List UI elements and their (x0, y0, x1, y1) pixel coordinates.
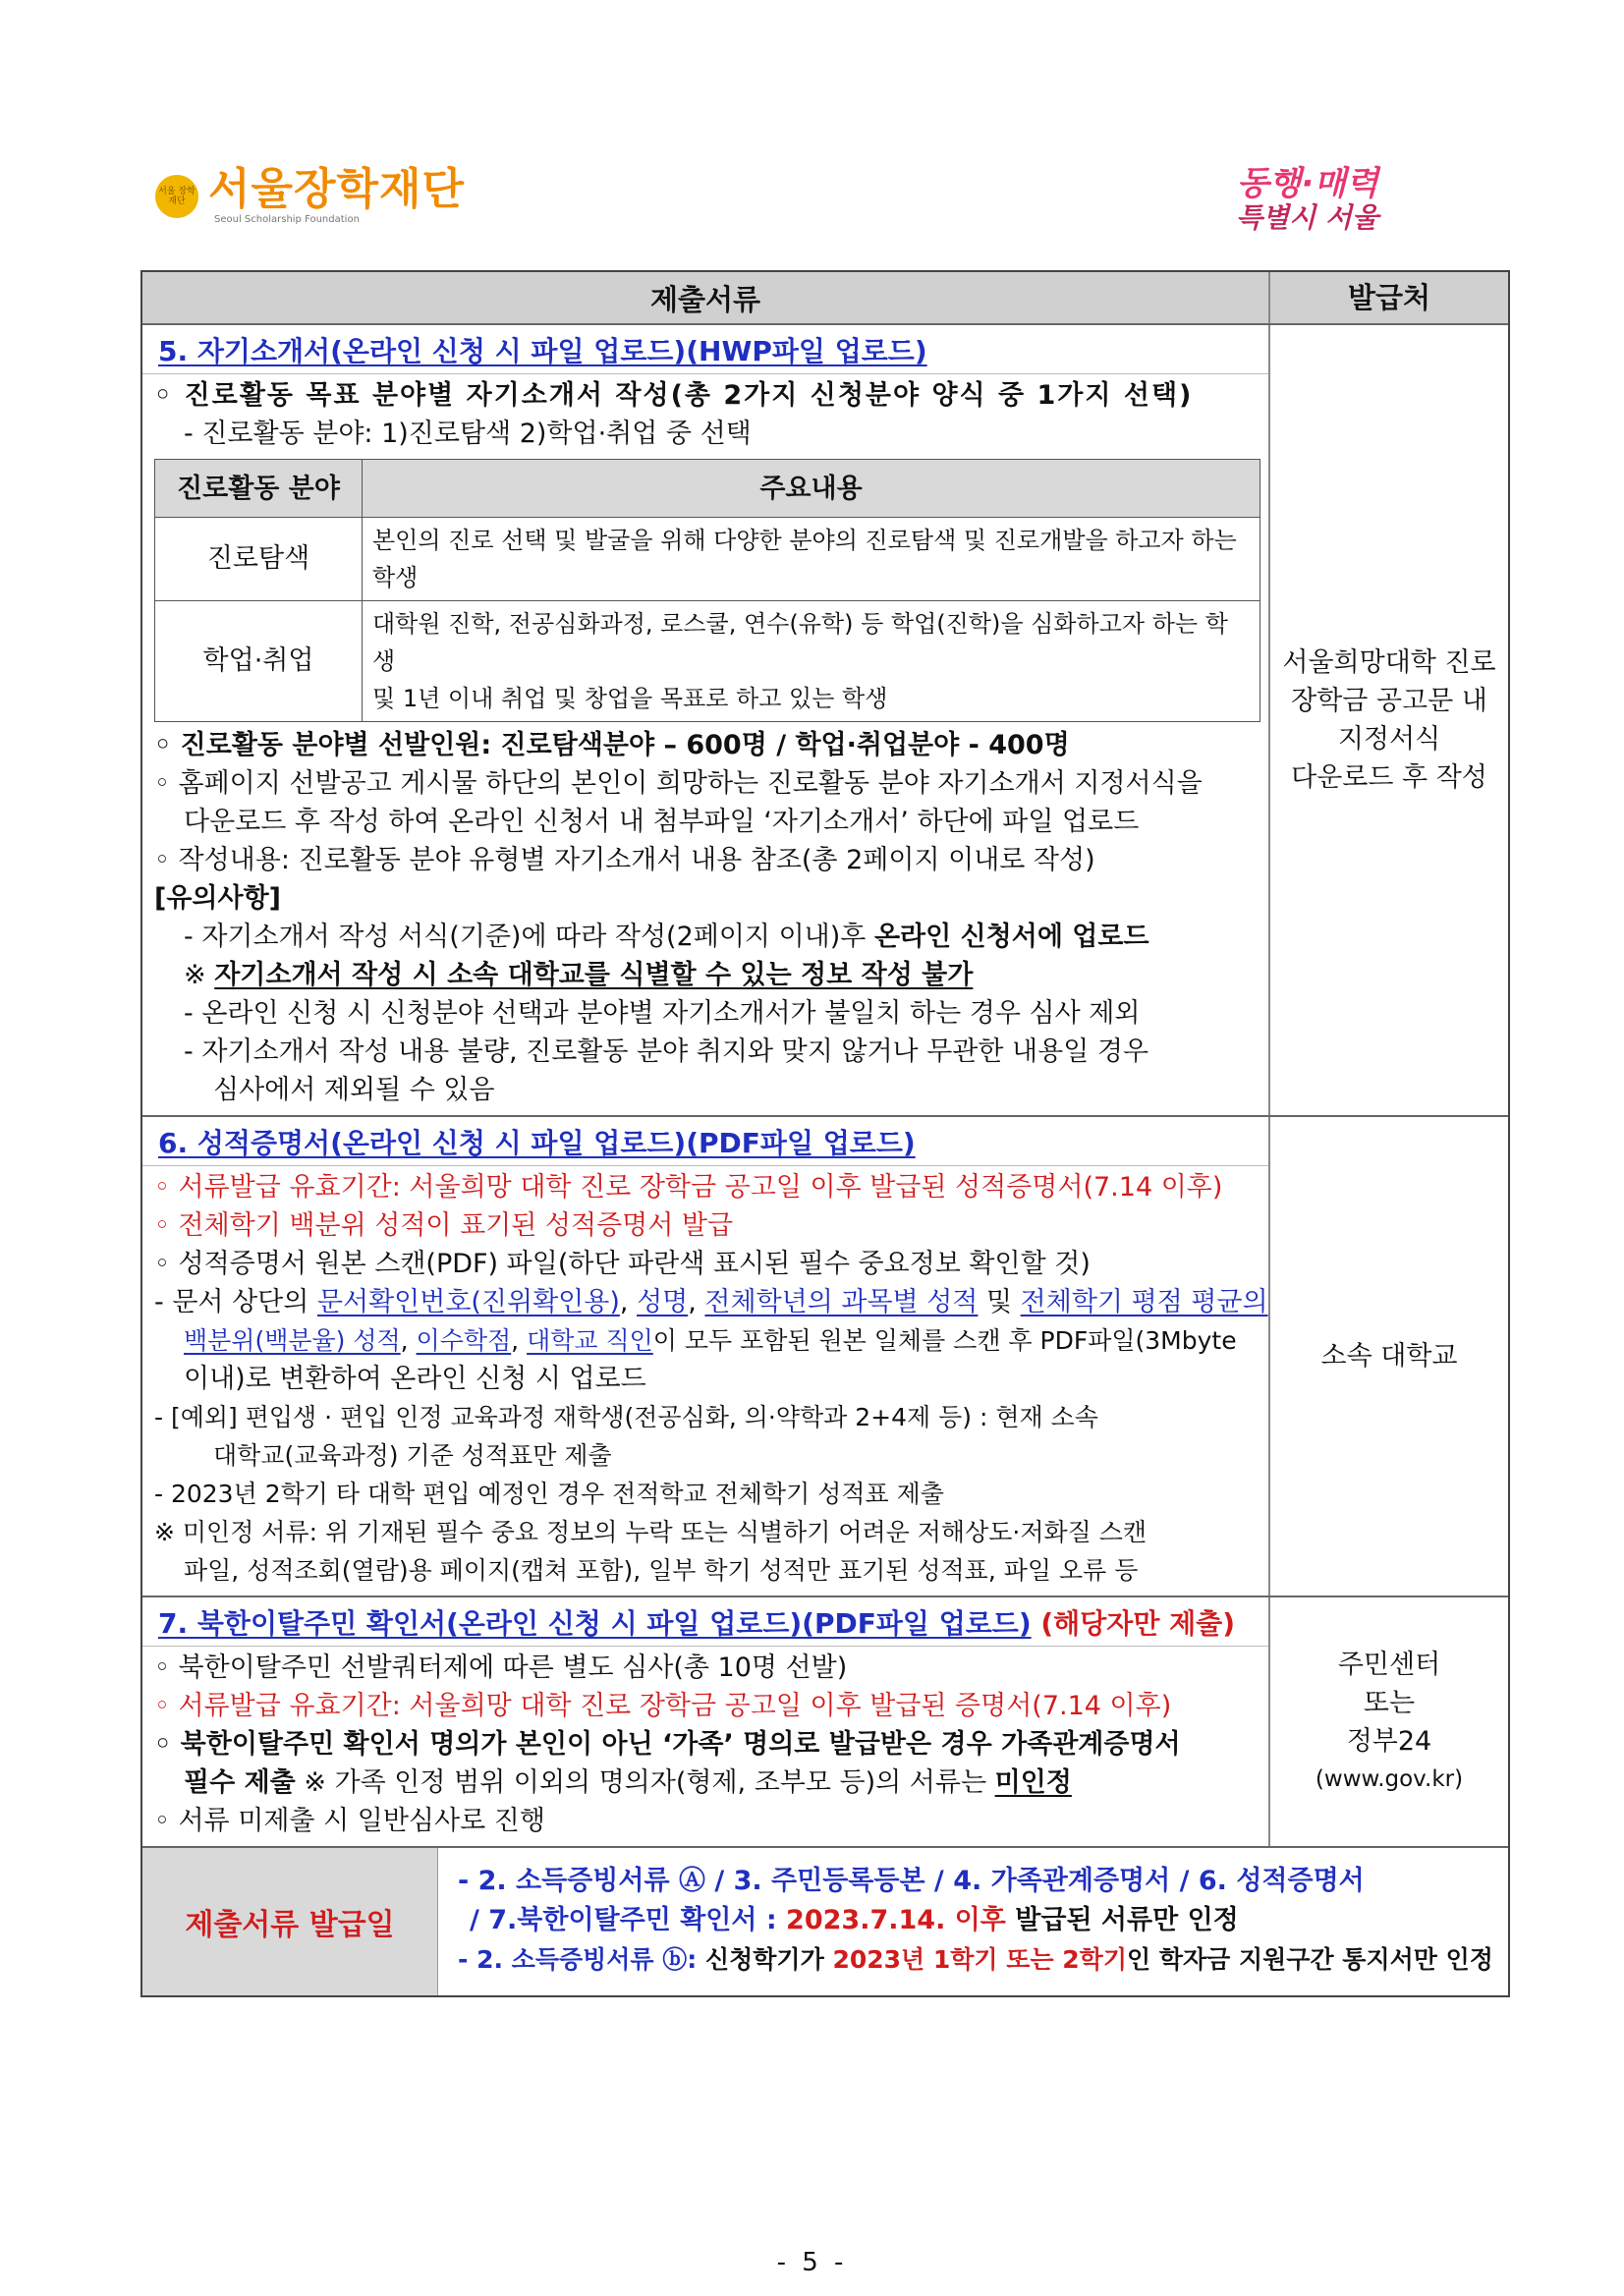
s7-line: ◦ 서류 미제출 시 일반심사로 진행 (154, 1806, 545, 1836)
s5-line: ◦ 작성내용: 진로활동 분야 유형별 자기소개서 내용 참조(총 2페이지 이내로 작성) (154, 845, 1095, 875)
s5-issuer: 서울희망대학 진로 장학금 공고문 내 지정서식 다운로드 후 작성 (1282, 647, 1496, 793)
s7-line: 필수 제출 ※ 가족 인정 범위 이외의 명의자(형제, 조부모 등)의 서류는 미인정 (184, 1767, 1072, 1798)
content-cell: 대학원 진학, 전공심화과정, 로스쿨, 연수(유학) 등 학업(진학)을 심화하고자 하는 학생 및 1년 이내 취업 및 창업을 목표로 하고 있는 학생 (363, 601, 1260, 722)
s7-line: ◦ 서류발급 유효기간: 서울희망 대학 진로 장학금 공고일 이후 발급된 증명서(7.14 이후) (154, 1691, 1172, 1721)
s5-line: 심사에서 제외될 수 있음 (213, 1075, 495, 1105)
issue-date-content: - 2. 소득증빙서류 Ⓐ / 3. 주민등록등본 / 4. 가족관계증명서 / 6. 성적증명서 / 7.북한이탈주민 확인서 : 2023.7.14. 이후 발급된 서류만 인정 - 2. 소득증빙서류 ⓑ: 신청학기가 2023년 1학기 또는 2학기인 학자금 지원구간 통지서만 인정 (458, 1866, 1493, 1974)
section-5-row (142, 323, 1508, 1115)
section-7-row (142, 1596, 1508, 1846)
s5-line: - 진로활동 분야: 1)진로탐색 2)학업·취업 중 선택 (184, 419, 752, 449)
s6-line: 백분위(백분율) 성적, 이수학점, 대학교 직인이 모두 포함된 원본 일체를 스캔 후 PDF파일(3Mbyte (184, 1326, 1237, 1355)
s5-line: 다운로드 후 작성 하여 온라인 신청서 내 첨부파일 ‘자기소개서’ 하단에 파일 업로드 (184, 807, 1140, 837)
s6-line: ◦ 서류발급 유효기간: 서울희망 대학 진로 장학금 공고일 이후 발급된 성적증명서(7.14 이후) (154, 1172, 1223, 1203)
s5-line: ◦ 홈페이지 선발공고 게시물 하단의 본인이 희망하는 진로활동 분야 자기소개서 지정서식을 (154, 768, 1203, 799)
issue-date-row (142, 1846, 1508, 1995)
s6-line: ◦ 성적증명서 원본 스캔(PDF) 파일(하단 파란색 표시된 필수 중요정보 확인할 것) (154, 1249, 1091, 1279)
brand-name: 서울장학재단 (208, 164, 466, 214)
seal-text: 서울 장학 재단 (158, 186, 196, 206)
seal-icon (155, 175, 198, 218)
documents-table (140, 270, 1510, 1997)
seoul-slogan-logo (1236, 165, 1378, 234)
s5-line: ◦ 진로활동 분야별 선발인원: 진로탐색분야 – 600명 / 학업·취업분야 - 400명 (154, 730, 1070, 760)
inner-header-content: 주요내용 (363, 460, 1260, 518)
section-5-title: 5. 자기소개서(온라인 신청 시 파일 업로드)(HWP파일 업로드) (142, 325, 1268, 374)
s5-line: ※ 자기소개서 작성 시 소속 대학교를 식별할 수 있는 정보 작성 불가 (184, 960, 974, 990)
s7-line: ◦ 북한이탈주민 확인서 명의가 본인이 아닌 ‘가족’ 명의로 발급받은 경우 가족관계증명서 (154, 1729, 1181, 1760)
s6-line: 파일, 성적조회(열람)용 페이지(캡쳐 포함), 일부 학기 성적만 표기된 성적표, 파일 오류 등 (184, 1556, 1139, 1585)
header-issuer: 발급처 (1270, 272, 1508, 323)
inner-header-field: 진로활동 분야 (155, 460, 363, 518)
s6-line: 이내)로 변환하여 온라인 신청 시 업로드 (184, 1364, 646, 1394)
section-6-title: 6. 성적증명서(온라인 신청 시 파일 업로드)(PDF파일 업로드) (142, 1117, 1268, 1166)
slogan-line2: 특별시 서울 (1236, 201, 1378, 234)
s5-line: - 자기소개서 작성 내용 불량, 진로활동 분야 취지와 맞지 않거나 무관한 내용일 경우 (184, 1036, 1149, 1067)
table-header-row (142, 272, 1508, 323)
s6-line: - [예외] 편입생 · 편입 인정 교육과정 재학생(전공심화, 의·약학과 2+4제 등) : 현재 소속 (154, 1403, 1098, 1431)
s6-line: - 문서 상단의 문서확인번호(진위확인용), 성명, 전체학년의 과목별 성적 및 전체학기 평점 평균의 (154, 1287, 1268, 1317)
slogan-line1: 동행·매력 (1236, 164, 1378, 203)
foundation-logo (155, 164, 466, 225)
content-cell: 본인의 진로 선택 및 발굴을 위해 다양한 분야의 진로탐색 및 진로개발을 하고자 하는 학생 (363, 518, 1260, 601)
brand-subtitle: Seoul Scholarship Foundation (214, 214, 360, 225)
s6-line: ◦ 전체학기 백분위 성적이 표기된 성적증명서 발급 (154, 1210, 734, 1241)
s6-issuer: 소속 대학교 (1320, 1341, 1458, 1372)
field-cell: 학업·취업 (155, 601, 363, 722)
s6-line: - 2023년 2학기 타 대학 편입 예정인 경우 전적학교 전체학기 성적표 제출 (154, 1480, 944, 1508)
s6-line: 대학교(교육과정) 기준 성적표만 제출 (213, 1441, 612, 1470)
page-number: - 5 - (776, 2248, 848, 2277)
s7-line: ◦ 북한이탈주민 선발쿼터제에 따른 별도 심사(총 10명 선발) (154, 1652, 848, 1683)
s5-line: - 자기소개서 작성 서식(기준)에 따라 작성(2페이지 이내)후 온라인 신청서에 업로드 (184, 922, 1149, 952)
section-6-row (142, 1115, 1508, 1596)
s5-line: - 온라인 신청 시 신청분야 선택과 분야별 자기소개서가 불일치 하는 경우 심사 제외 (184, 998, 1141, 1029)
field-cell: 진로탐색 (155, 518, 363, 601)
issue-date-label: 제출서류 발급일 (142, 1848, 438, 1995)
s7-issuer: 주민센터 또는 정부24 (www.gov.kr) (1315, 1649, 1464, 1792)
s6-line: ※ 미인정 서류: 위 기재된 필수 중요 정보의 누락 또는 식별하기 어려운 저해상도·저화질 스캔 (154, 1518, 1148, 1546)
s5-line: ◦ 진로활동 목표 분야별 자기소개서 작성(총 2가지 신청분야 양식 중 1가지 선택) (154, 380, 1194, 411)
section-7-title: 7. 북한이탈주민 확인서(온라인 신청 시 파일 업로드)(PDF파일 업로드) (해당자만 제출) (142, 1597, 1268, 1647)
s5-notice-heading: [유의사항] (154, 883, 282, 914)
career-field-table (154, 459, 1260, 722)
header-docs: 제출서류 (142, 272, 1270, 323)
